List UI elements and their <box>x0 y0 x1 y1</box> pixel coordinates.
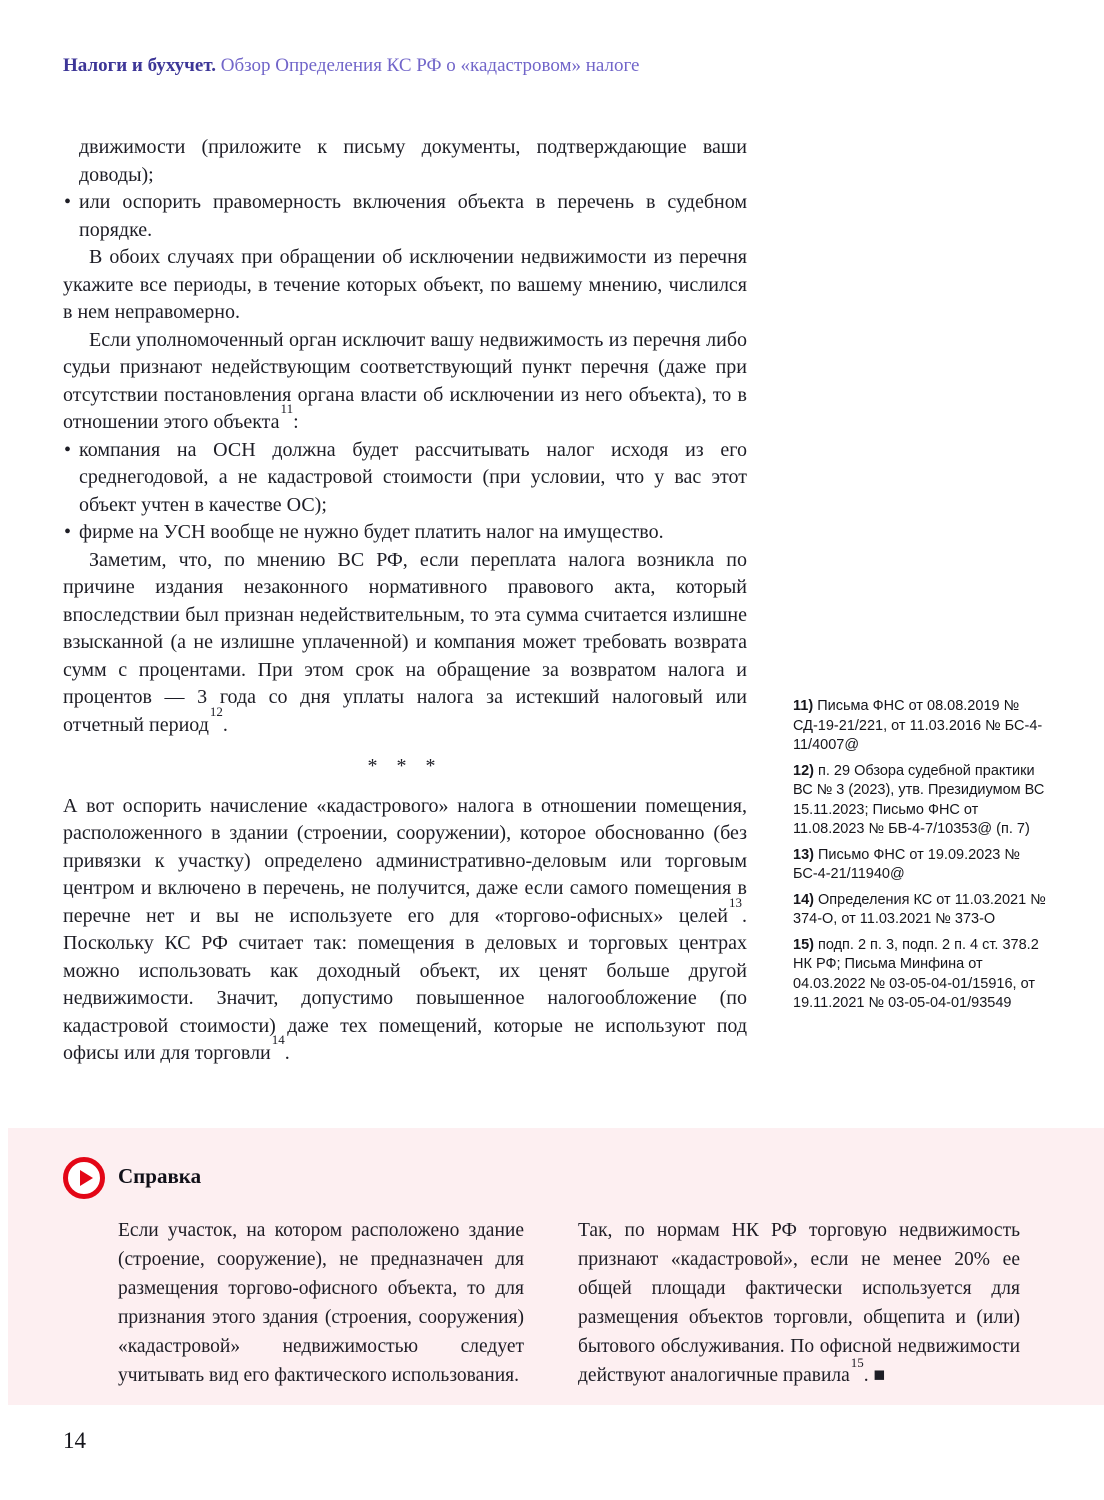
footnote-number: 12) <box>793 762 814 779</box>
footnote-ref: 11 <box>280 401 294 417</box>
paragraph: • компания на ОСН должна будет рассчитывать налог исходя из его среднегодовой, а не кадастровой стоимости (при условии, что у вас этот объект учтен в качестве ОС); <box>63 437 747 520</box>
paragraph: Если уполномоченный орган исключит вашу недвижимость из перечня либо судьи признают недействующим соответствующий пункт перечня (даже при отсутствии постановления органа власти об исключении из него объекта), то в отношении этого объекта$^{11}$: <box>63 328 747 433</box>
paragraph: А вот оспорить начисление «кадастрового» налога в отношении помещения, расположенного в здании (строении, сооружении), которое обоснованно (без привязки к участку) определено административно-деловым или торговым центром и включено в перечень, не получится, даже если самого помещения в перечне нет и вы не используете его для «торгово-офисных» целей$^{13}$. Поскольку КС РФ считает так: помещения в деловых и торговых центрах можно использовать как доходный объект, их ценят больше другой недвижимости. Значит, допустимо повышенное налогообложение (по кадастровой стоимости) даже тех помещений, которые не используют под офисы или для торговли$^{14}$. <box>63 794 747 1064</box>
paragraph: движимости (приложите к письму документы, подтверждающие ваши доводы); <box>79 136 747 186</box>
spravka-box <box>8 1128 1104 1405</box>
footnote: 11) Письма ФНС от 08.08.2019 № СД-19-21/221, от 11.03.2016 № БС-4-11/4007@ <box>793 698 1043 753</box>
rubric-title: Налоги и бухучет. <box>63 55 216 76</box>
play-icon <box>63 1157 105 1199</box>
paragraph: Заметим, что, по мнению ВС РФ, если переплата налога возникла по причине издания незаконного нормативного правового акта, который впоследствии был признан недействительным, то эта сумма считается излишне взысканной (а не излишне уплаченной) и компания может требовать возврата сумм с процентами. При этом срок на обращение за возвратом налога и процентов — 3 года со дня уплаты налога за истекший налоговый или отчетный период$^{12}$. <box>63 548 747 736</box>
footnote-number: 13) <box>793 846 814 863</box>
article-title: Обзор Определения КС РФ о «кадастровом» налоге <box>220 55 640 76</box>
section-separator: * * * <box>367 755 443 777</box>
page-header <box>63 54 639 78</box>
spravka-right-column: Так, по нормам НК РФ торговую недвижимость признают «кадастровой», если не менее 20% ее общей площади фактически используется для размещения объектов торговли, общепита и (или) бытового обслуживания. По офисной недвижимости действуют аналогичные правила$^{15}$. ■ <box>578 1220 1020 1386</box>
footnote: 14) Определения КС от 11.03.2021 № 374-О, от 11.03.2021 № 373-О <box>793 891 1046 927</box>
footnote: 12) п. 29 Обзора судебной практики ВС № 3 (2023), утв. Президиумом ВС 15.11.2023; Письмо ФНС от 11.08.2023 № БВ-4-7/10353@ (п. 7) <box>793 762 1045 837</box>
footnote: 15) подп. 2 п. 3, подп. 2 п. 4 ст. 378.2 НК РФ; Письма Минфина от 04.03.2022 № 03-05-04-01/15916, от 19.11.2021 № 03-05-04-01/93549 <box>793 936 1039 1011</box>
footnote-number: 11) <box>793 698 814 714</box>
spravka-left-column: Если участок, на котором расположено здание (строение, сооружение), не предназначен для размещения торгово-офисного объекта, то для признания этого здания (строения, сооружения) «кадастровой» недвижимостью следует учитывать вид его фактического использования. <box>118 1220 524 1386</box>
article-body <box>63 134 747 1068</box>
paragraph: • или оспорить правомерность включения объекта в перечень в судебном порядке. <box>63 189 747 244</box>
footnote-ref: 14 <box>271 1032 285 1048</box>
footnote-number: 15) <box>793 936 814 953</box>
paragraph: • фирме на УСН вообще не нужно будет платить налог на имущество. <box>63 519 747 547</box>
footnote-column <box>793 697 1047 1020</box>
footnote-ref: 15 <box>850 1354 864 1370</box>
footnote: 13) Письмо ФНС от 19.09.2023 № БС-4-21/11940@ <box>793 846 1020 882</box>
play-triangle-icon <box>80 1170 93 1186</box>
footnote-number: 14) <box>793 891 814 908</box>
footnote-ref: 13 <box>729 894 742 910</box>
footnote-ref: 12 <box>209 703 223 719</box>
page-number: 14 <box>63 1428 86 1453</box>
paragraph: В обоих случаях при обращении об исключении недвижимости из перечня укажите все периоды, в течение которых объект, по вашему мнению, числился в нем неправомерно. <box>63 246 747 323</box>
spravka-title: Справка <box>118 1164 202 1188</box>
